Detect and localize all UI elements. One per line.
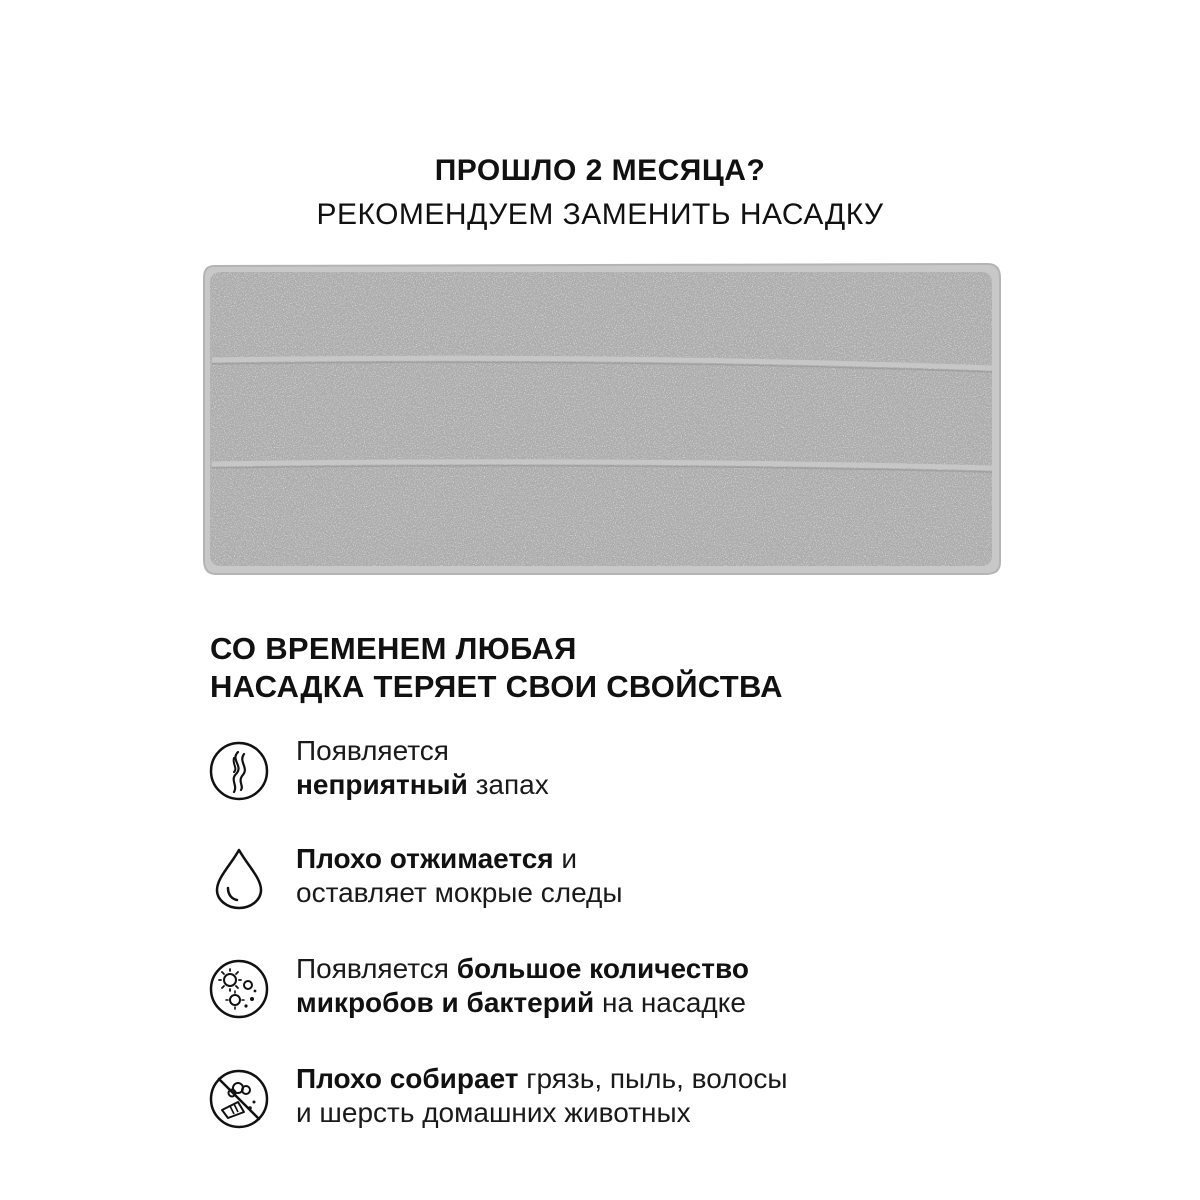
feature-wringing bbox=[208, 843, 968, 928]
feature-odor-l2: запах bbox=[467, 769, 549, 800]
feature-bacteria-text bbox=[296, 952, 749, 1020]
section-title-line2: НАСАДКА ТЕРЯЕТ СВОИ СВОЙСТВА bbox=[210, 669, 783, 704]
bacteria-icon bbox=[208, 958, 270, 1020]
feature-odor-text bbox=[296, 734, 549, 802]
feature-wringing-text bbox=[296, 842, 623, 910]
header-subtitle: РЕКОМЕНДУЕМ ЗАМЕНИТЬ НАСАДКУ bbox=[316, 198, 884, 231]
header-title: ПРОШЛО 2 МЕСЯЦА? bbox=[434, 154, 766, 187]
feature-odor-l2-bold: неприятный bbox=[296, 769, 468, 800]
mop-pad-icon bbox=[200, 262, 1002, 576]
feature-dirt-l1-bold: Плохо собирает bbox=[296, 1063, 519, 1094]
water-drop-icon bbox=[208, 848, 270, 910]
feature-wringing-l1: и bbox=[553, 843, 578, 874]
no-cleaning-icon bbox=[208, 1068, 270, 1130]
feature-dirt bbox=[208, 1063, 968, 1148]
feature-dirt-l2: и шерсть домашних животных bbox=[296, 1097, 691, 1128]
feature-bacteria-l2-bold: микробов и бактерий bbox=[296, 987, 595, 1018]
feature-odor-l1: Появляется bbox=[296, 735, 449, 766]
header bbox=[0, 150, 1200, 236]
feature-bacteria bbox=[208, 953, 968, 1038]
feature-wringing-l2: оставляет мокрые следы bbox=[296, 877, 623, 908]
feature-wringing-l1-bold: Плохо отжимается bbox=[296, 843, 554, 874]
feature-dirt-l1: грязь, пыль, волосы bbox=[518, 1063, 788, 1094]
feature-dirt-text bbox=[296, 1062, 788, 1130]
odor-icon bbox=[208, 740, 270, 802]
section-title-line1: СО ВРЕМЕНЕМ ЛЮБАЯ bbox=[210, 631, 577, 666]
feature-odor bbox=[208, 735, 968, 820]
section-title bbox=[210, 630, 783, 706]
feature-bacteria-l1: Появляется bbox=[296, 953, 457, 984]
feature-bacteria-l2: на насадке bbox=[594, 987, 746, 1018]
feature-bacteria-l1-bold: большое количество bbox=[456, 953, 749, 984]
mop-pad-image bbox=[200, 262, 1002, 576]
